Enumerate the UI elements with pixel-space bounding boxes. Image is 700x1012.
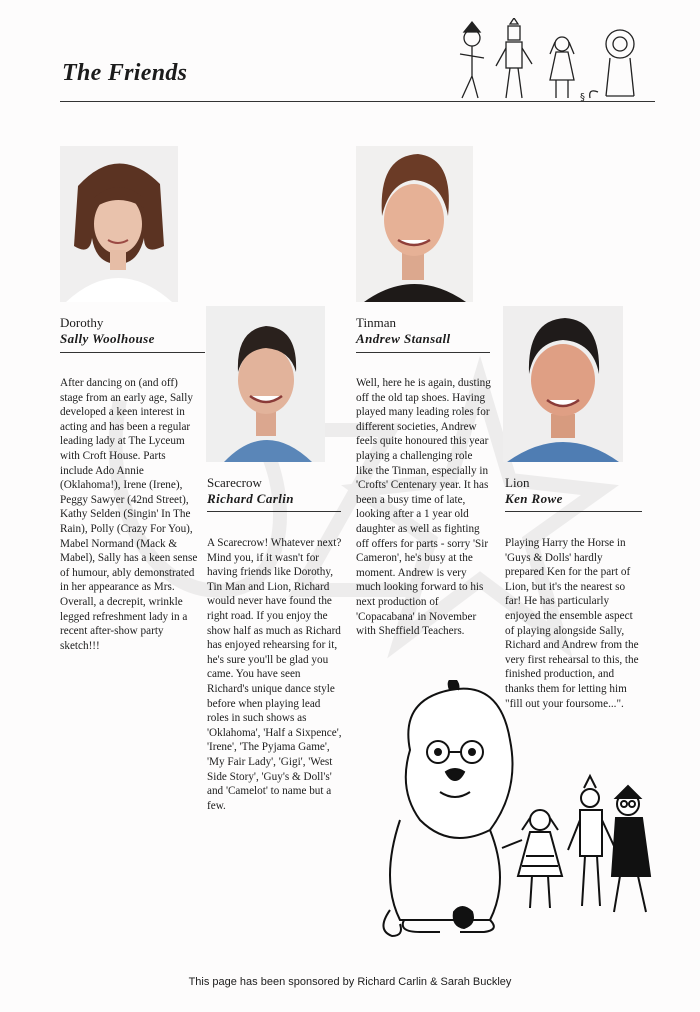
- dorothy-bio-text: After dancing on (and off) stage from an early age, Sally developed a keen interest in acting and has been a regular leading lady at The Lyceum with Croft House. Parts include Ado Annie (Oklahoma!), Irene (Irene), Peggy Sawyer (42nd Street), Kathy Selden (Singin' In The Rain), Polly (Crazy For You), Mabel Normand (Mack & Mabel), Sally has a keen sense of humour, ably demonstrated in her appearance as Mrs. Overall, a decrepit, wrinkle legged refreshment lady in a recent after-show party sketch!!!: [60, 377, 198, 652]
- lion-actor-photo: [503, 306, 623, 462]
- scarecrow-actor-name: Richard Carlin: [207, 491, 294, 506]
- tinman-actor-name: Andrew Stansall: [356, 331, 451, 346]
- scarecrow-actor-photo: [206, 306, 325, 462]
- dorothy-actor-name: Sally Woolhouse: [60, 331, 155, 346]
- dorothy-bio: [60, 376, 200, 653]
- dorothy-role-label: Dorothy: [60, 315, 104, 330]
- lion-role-label: Lion: [505, 475, 530, 490]
- oz-characters-header-illustration: [452, 18, 652, 104]
- tinman-role-label: Tinman: [356, 315, 396, 330]
- scarecrow-bio: [207, 536, 343, 813]
- tinman-actor-photo: [356, 146, 473, 302]
- dorothy-name-divider: [60, 352, 205, 353]
- lion-bio-text: Playing Harry the Horse in 'Guys & Dolls' hardly prepared Ken for the part of Lion, but it's the nearest so far! He has particularly enjoyed the ensemble aspect of playing alongside Sally, Richard and Andrew from the very first rehearsal to this, the finished production, and thanks them for letting him "fill out your foursome...".: [505, 537, 639, 710]
- lion-name-divider: [505, 511, 642, 512]
- tinman-bio: [356, 376, 492, 639]
- sponsor-footer: This page has been sponsored by Richard Carlin & Sarah Buckley: [188, 976, 512, 988]
- scarecrow-bio-text: A Scarecrow! Whatever next? Mind you, if it wasn't for having friends like Dorothy, Tin Man and Lion, Richard would never have found the right road. If you enjoy the show half as much as Richard has enjoyed rehearsing for it, he's sure you'll be glad you came. You have seen Richard's unique dance style before when playing lead roles in such shows as 'Oklahoma', 'Half a Sixpence', 'Irene', 'The Pyjama Game', 'My Fair Lady', 'Gigi', 'West Side Story', 'Guy's & Doll's' and 'Camelot' to name but a few.: [207, 537, 342, 812]
- scarecrow-name-divider: [207, 511, 341, 512]
- tinman-bio-text: Well, here he is again, dusting off the old tap shoes. Having played many leading roles for different societies, Andrew feels quite honoured this year playing a challenging role like the Tinman, especially in 'Crofts' Centenary year. It has been a busy time of late, looking after a 1 year old daughter as well as fighting off offers for parts - sorry 'Sir Cameron', he's busy at the moment. Andrew is very much looking forward to his next production of 'Copacabana' in November with Sheffield Teachers.: [356, 377, 491, 638]
- svg-text:§: §: [580, 92, 585, 103]
- page-title: The Friends: [62, 60, 188, 86]
- scarecrow-role-label: Scarecrow: [207, 475, 262, 490]
- dorothy-actor-photo: [60, 146, 178, 302]
- lion-actor-name: Ken Rowe: [505, 491, 563, 506]
- lion-and-friends-illustration: [380, 680, 660, 940]
- tinman-name-divider: [356, 352, 490, 353]
